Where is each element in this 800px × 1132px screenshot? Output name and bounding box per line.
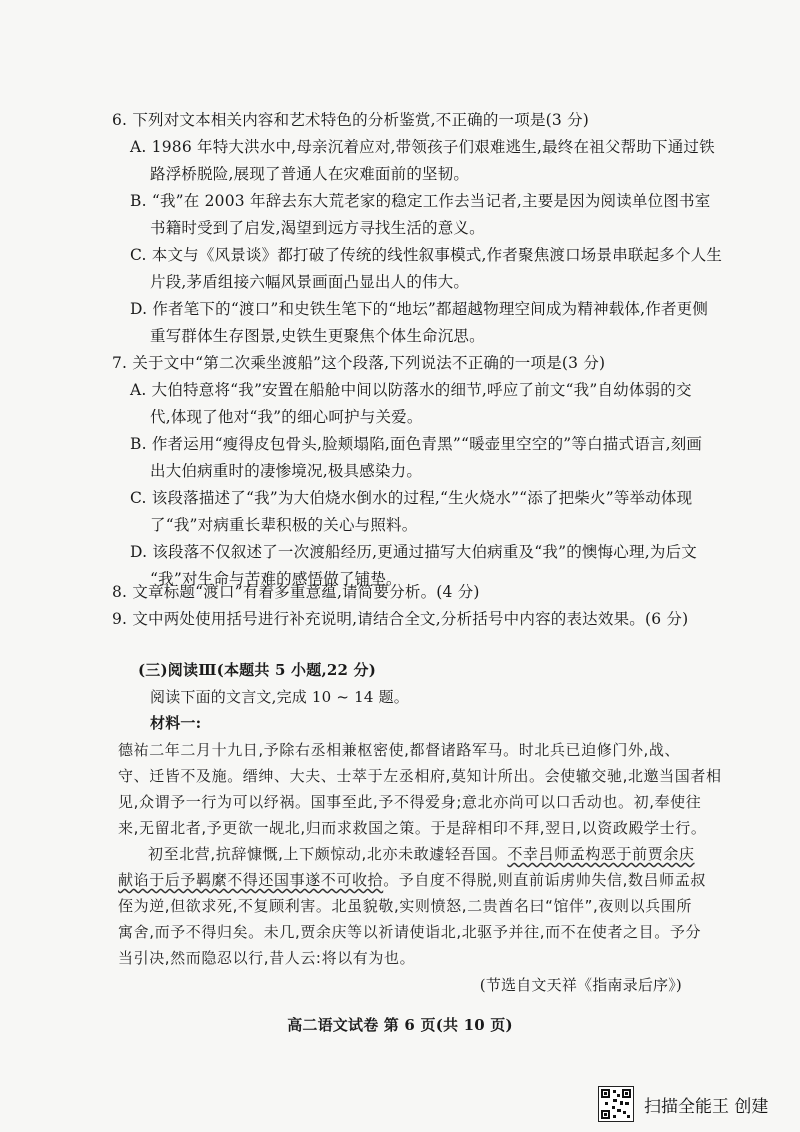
passage-para1-line4: 来,无留北者,予更欲一觇北,归而求救国之策。于是辞相印不拜,翌日,以资政殿学士行。 bbox=[118, 819, 707, 837]
q7-option-a-line1: A. 大伯特意将“我”安置在船舱中间以防落水的细节,呼应了前文“我”自幼体弱的交 bbox=[130, 381, 692, 399]
q9-stem: 9. 文中两处使用括号进行补充说明,请结合全文,分析括号中内容的表达效果。(6 分) bbox=[112, 610, 689, 628]
qr-code-icon bbox=[598, 1086, 634, 1122]
passage-para2-line3: 侄为逆,但欲求死,不复顾利害。北虽貌敬,实则愤怒,二贵酋名曰“馆伴”,夜则以兵围所 bbox=[118, 897, 692, 915]
passage-para1-line2: 守、迁皆不及施。缙绅、大夫、士萃于左丞相府,莫知计所出。会使辙交驰,北邀当国者相 bbox=[118, 767, 722, 785]
scanner-watermark bbox=[598, 1086, 768, 1122]
passage-para1-line3: 见,众谓予一行为可以纾祸。国事至此,予不得爱身;意北亦尚可以口舌动也。初,奉使往 bbox=[118, 793, 702, 811]
scanner-app-label: 扫描全能王 创建 bbox=[644, 1096, 769, 1117]
q7-option-a-line2: 代,体现了他对“我”的细心呵护与关爱。 bbox=[150, 408, 423, 426]
passage-para2-line1 bbox=[148, 844, 695, 864]
q7-option-d-line1: D. 该段落不仅叙述了一次渡船经历,更通过描写大伯病重及“我”的懊悔心理,为后文 bbox=[130, 543, 697, 561]
material-label: 材料一: bbox=[150, 714, 202, 732]
passage-para1-line1: 德祐二年二月十九日,予除右丞相兼枢密使,都督诸路军马。时北兵已迫修门外,战、 bbox=[118, 741, 681, 759]
q6-option-d-line2: 重写群体生存图景,史铁生更聚焦个体生命沉思。 bbox=[150, 327, 485, 345]
q7-option-b-line2: 出大伯病重时的凄惨境况,极具感染力。 bbox=[150, 462, 423, 480]
q7-option-b-line1: B. 作者运用“瘦得皮包骨头,脸颊塌陷,面色青黑”“暖壶里空空的”等白描式语言,刻画 bbox=[130, 435, 703, 453]
q7-option-d-line2: “我”对生命与苦难的感悟做了铺垫。 bbox=[150, 570, 402, 588]
q6-option-a-line1: A. 1986 年特大洪水中,母亲沉着应对,带领孩子们艰难逃生,最终在祖父帮助下通过铁 bbox=[130, 138, 715, 156]
passage-para2-line4: 寓舍,而予不得归矣。未几,贾余庆等以祈请使诣北,北驱予并往,而不在使者之目。予分 bbox=[118, 923, 702, 941]
passage-para2-line2 bbox=[118, 870, 706, 890]
q7-option-c-line2: 了“我”对病重长辈积极的关心与照料。 bbox=[150, 516, 418, 534]
page-footer: 高二语文试卷 第 6 页(共 10 页) bbox=[287, 1016, 513, 1034]
q6-option-b-line2: 书籍时受到了启发,渴望到远方寻找生活的意义。 bbox=[150, 219, 485, 237]
q6-option-c-line1: C. 本文与《风景谈》都打破了传统的线性叙事模式,作者聚焦渡口场景串联起多个人生 bbox=[130, 246, 723, 264]
passage-para2-start: 初至北营,抗辞慷慨,上下颇惊动,北亦未敢遽轻吾国。 bbox=[148, 845, 508, 863]
q6-stem: 6. 下列对文本相关内容和艺术特色的分析鉴赏,不正确的一项是(3 分) bbox=[112, 111, 590, 129]
q6-option-c-line2: 片段,茅盾组接六幅风景画面凸显出人的伟大。 bbox=[150, 273, 470, 291]
q7-stem: 7. 关于文中“第二次乘坐渡船”这个段落,下列说法不正确的一项是(3 分) bbox=[112, 354, 606, 372]
underlined-sentence-part1: 不幸吕师孟构恶于前贾余庆 bbox=[507, 845, 695, 863]
q6-option-a-line2: 路浮桥脱险,展现了普通人在灾难面前的坚韧。 bbox=[150, 165, 470, 183]
passage-para2-line5: 当引决,然而隐忍以行,昔人云:将以有为也。 bbox=[118, 949, 416, 967]
q6-option-b-line1: B. “我”在 2003 年辞去东大荒老家的稳定工作去当记者,主要是因为阅读单位图书室 bbox=[130, 192, 711, 210]
underlined-sentence-part2: 献谄于后予羁縻不得还国事遂不可收拾 bbox=[118, 871, 384, 889]
passage-para2-after-underline: 。予自度不得脱,则直前诟虏帅失信,数吕师孟叔 bbox=[383, 871, 706, 889]
q8-stem: 8. 文章标题“渡口”有着多重意蕴,请简要分析。(4 分) bbox=[112, 583, 480, 601]
section3-intro: 阅读下面的文言文,完成 10 ~ 14 题。 bbox=[150, 688, 409, 706]
q6-option-d-line1: D. 作者笔下的“渡口”和史铁生笔下的“地坛”都超越物理空间成为精神载体,作者更侧 bbox=[130, 300, 709, 318]
passage-source: (节选自文天祥《指南录后序》) bbox=[479, 976, 682, 994]
q7-option-c-line1: C. 该段落描述了“我”为大伯烧水倒水的过程,“生火烧水”“添了把柴火”等举动体现 bbox=[130, 489, 693, 507]
section3-title: (三)阅读Ⅲ(本题共 5 小题,22 分) bbox=[138, 661, 377, 679]
